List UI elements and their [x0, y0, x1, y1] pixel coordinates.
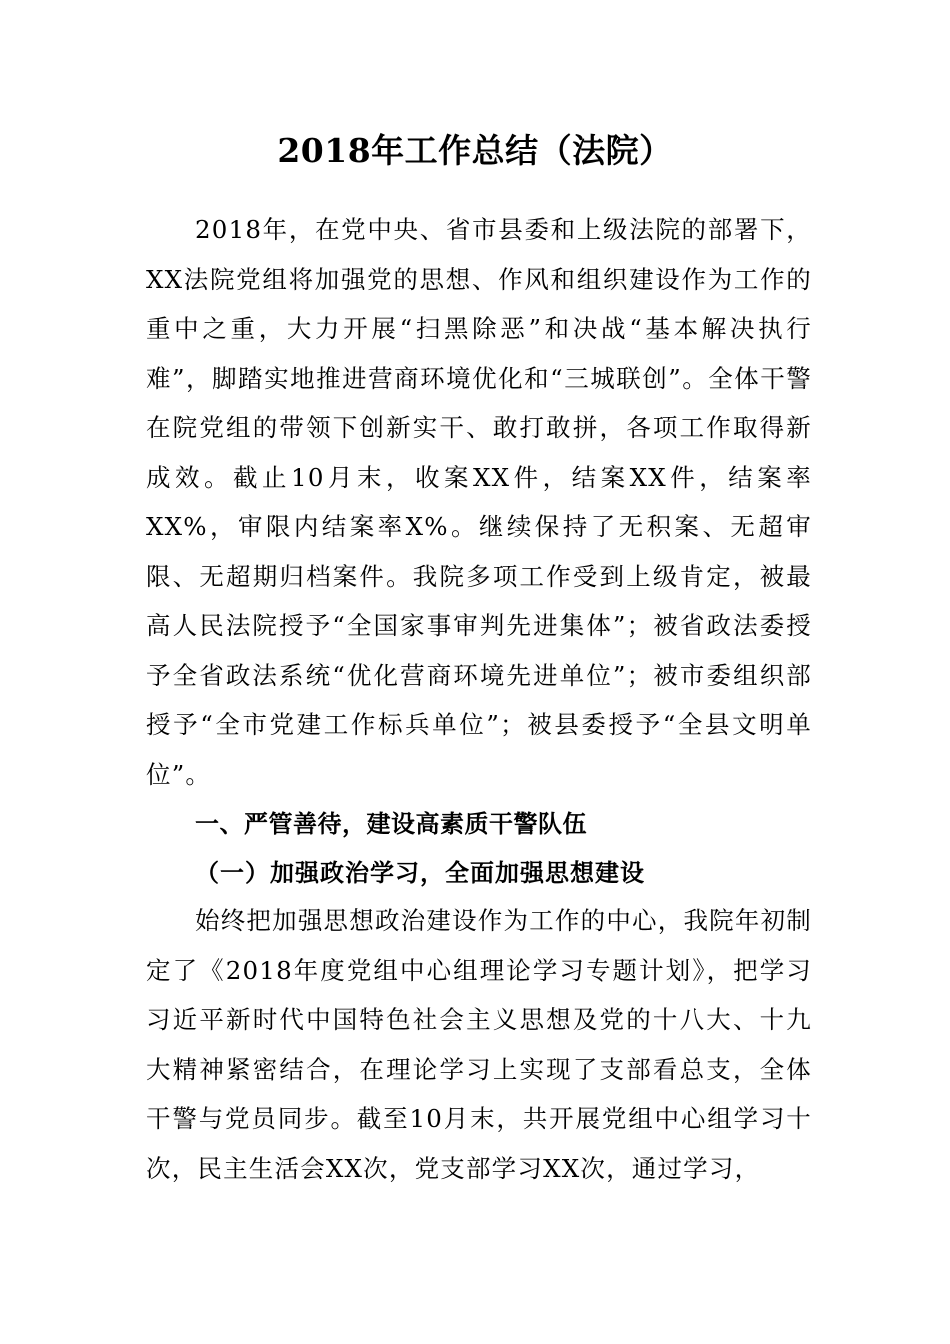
paragraph-intro: 2018年，在党中央、省市县委和上级法院的部署下，XX法院党组将加强党的思想、作风和组织建设作为工作的重中之重，大力开展“扫黑除恶”和决战“基本解决执行难”，脚踏实地推进营商环境优化和“三城联创”。全体干警在院党组的带领下创新实干、敢打敢拼，各项工作取得新成效。截止10月末，收案XX件，结案XX件，结案率XX%，审限内结案率X%。继续保持了无积案、无超审限、无超期归档案件。我院多项工作受到上级肯定，被最高人民法院授予“全国家事审判先进集体”；被省政法委授予全省政法系统“优化营商环境先进单位”；被市委组织部授予“全市党建工作标兵单位”；被县委授予“全县文明单位”。: [146, 215, 812, 789]
paragraph-political-study: 始终把加强思想政治建设作为工作的中心，我院年初制定了《2018年度党组中心组理论学习专题计划》，把学习习近平新时代中国特色社会主义思想及党的十八大、十九大精神紧密结合，在理论学习上实现了支部看总支，全体干警与党员同步。截至10月末，共开展党组中心组学习十次，民主生活会XX次，党支部学习XX次，通过学习，: [146, 906, 812, 1183]
subsection-heading-1-1: （一）加强政治学习，全面加强思想建设: [195, 858, 645, 887]
section-heading-1: 一、严管善待，建设高素质干警队伍: [195, 810, 587, 838]
document-title: 2018年工作总结（法院）: [277, 131, 673, 170]
